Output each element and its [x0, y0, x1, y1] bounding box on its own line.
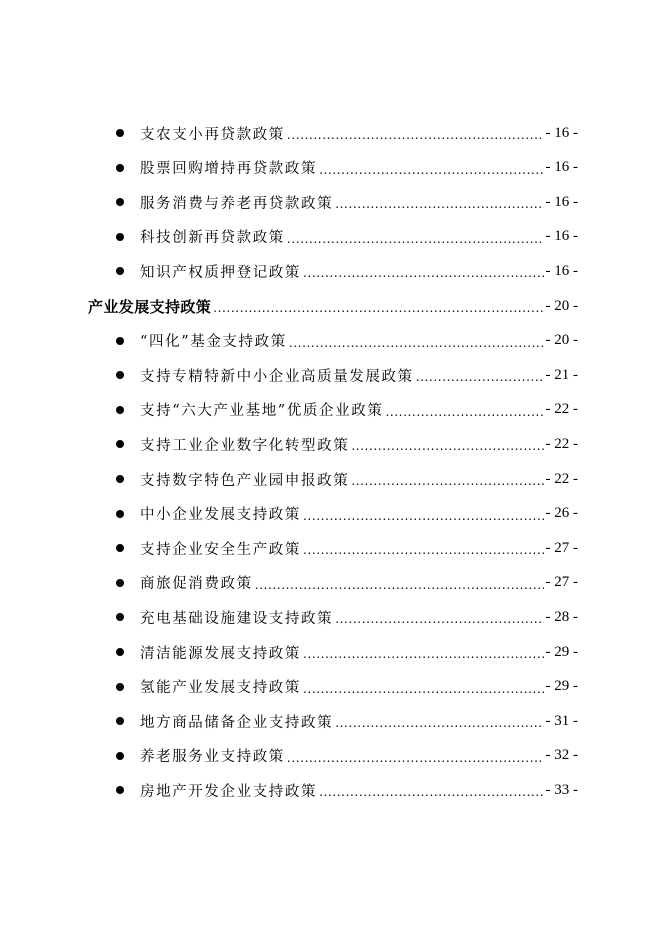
toc-entry-title: 充电基础设施建设支持政策 — [140, 610, 334, 627]
toc-page-number: - 31 - — [545, 712, 578, 729]
toc-entry[interactable] — [116, 220, 578, 254]
bullet-icon — [116, 198, 124, 206]
dot-leader — [351, 439, 543, 453]
dot-leader — [385, 405, 543, 419]
bullet-icon — [116, 129, 124, 137]
toc-entry-title: 中小企业发展支持政策 — [140, 507, 301, 524]
dot-leader — [213, 301, 543, 315]
toc-entry[interactable] — [116, 393, 578, 427]
toc-entry-title: 支持“六大产业基地”优质企业政策 — [140, 403, 384, 420]
dot-leader — [319, 785, 543, 799]
toc-entry[interactable] — [116, 151, 578, 185]
toc-entry[interactable] — [116, 462, 578, 496]
toc-entry-title: 清洁能源发展支持政策 — [140, 645, 301, 662]
dot-leader — [335, 612, 543, 626]
toc-entry[interactable] — [116, 254, 578, 288]
toc-entry-title: 商旅促消费政策 — [140, 576, 253, 593]
toc-page-number: - 22 - — [545, 435, 578, 452]
toc-entry-title: 氢能产业发展支持政策 — [140, 680, 301, 697]
dot-leader — [287, 128, 544, 142]
dot-leader — [287, 751, 544, 765]
toc-page-number: - 26 - — [545, 505, 578, 522]
bullet-icon — [116, 371, 124, 379]
dot-leader — [289, 336, 544, 350]
toc-entry[interactable] — [116, 324, 578, 358]
bullet-icon — [116, 717, 124, 725]
dot-leader — [351, 474, 543, 488]
toc-entry-title: 养老服务业支持政策 — [140, 749, 285, 766]
bullet-icon — [116, 613, 124, 621]
toc-section-entry[interactable] — [88, 289, 578, 323]
toc-page-number: - 20 - — [545, 332, 578, 349]
toc-page-number: - 20 - — [545, 297, 578, 314]
toc-entry[interactable] — [116, 427, 578, 461]
toc-entry-title: 股票回购增持再贷款政策 — [140, 161, 318, 178]
bullet-icon — [116, 683, 124, 691]
toc-entry[interactable] — [116, 773, 578, 807]
toc-entry-title: 支持专精特新中小企业高质量发展政策 — [140, 368, 414, 385]
toc-entry[interactable] — [116, 185, 578, 219]
toc-entry-title: 支持工业企业数字化转型政策 — [140, 437, 350, 454]
toc-page-number: - 16 - — [545, 124, 578, 141]
dot-leader — [335, 197, 543, 211]
bullet-icon — [116, 510, 124, 518]
toc-entry[interactable] — [116, 600, 578, 634]
dot-leader — [319, 163, 543, 177]
toc-entry-title: 房地产开发企业支持政策 — [140, 783, 318, 800]
toc-entry-title: 支持数字特色产业园申报政策 — [140, 472, 350, 489]
toc-page-number: - 22 - — [545, 470, 578, 487]
toc-page-number: - 16 - — [545, 228, 578, 245]
bullet-icon — [116, 164, 124, 172]
bullet-icon — [116, 544, 124, 552]
dot-leader — [303, 543, 544, 557]
bullet-icon — [116, 406, 124, 414]
bullet-icon — [116, 752, 124, 760]
toc-entry-title: “四化”基金支持政策 — [140, 334, 287, 351]
toc-entry[interactable] — [116, 635, 578, 669]
toc-entry-title: 支农支小再贷款政策 — [140, 126, 285, 143]
toc-page-number: - 29 - — [545, 643, 578, 660]
toc-page-number: - 21 - — [545, 366, 578, 383]
toc-entry[interactable] — [116, 497, 578, 531]
toc-page-number: - 33 - — [545, 781, 578, 798]
dot-leader — [416, 370, 544, 384]
toc-entry-title: 支持企业安全生产政策 — [140, 541, 301, 558]
dot-leader — [255, 578, 544, 592]
bullet-icon — [116, 648, 124, 656]
toc-page-number: - 28 - — [545, 608, 578, 625]
toc-page-number: - 22 - — [545, 401, 578, 418]
bullet-icon — [116, 475, 124, 483]
bullet-icon — [116, 440, 124, 448]
dot-leader — [303, 682, 544, 696]
bullet-icon — [116, 267, 124, 275]
toc-page-number: - 16 - — [545, 159, 578, 176]
toc-page-number: - 27 - — [545, 574, 578, 591]
toc-entry-title: 产业发展支持政策 — [88, 297, 212, 316]
toc-page-number: - 29 - — [545, 678, 578, 695]
bullet-icon — [116, 233, 124, 241]
toc-entry[interactable] — [116, 358, 578, 392]
dot-leader — [287, 232, 544, 246]
toc-entry-title: 服务消费与养老再贷款政策 — [140, 195, 334, 212]
dot-leader — [303, 266, 544, 280]
toc-entry[interactable] — [116, 531, 578, 565]
toc-entry[interactable] — [116, 739, 578, 773]
bullet-icon — [116, 337, 124, 345]
toc-entry-title: 科技创新再贷款政策 — [140, 230, 285, 247]
toc-entry[interactable] — [116, 116, 578, 150]
toc-entry-title: 知识产权质押登记政策 — [140, 264, 301, 281]
toc-entry[interactable] — [116, 670, 578, 704]
toc-entry-title: 地方商品储备企业支持政策 — [140, 714, 334, 731]
dot-leader — [303, 647, 544, 661]
toc-page-number: - 27 - — [545, 539, 578, 556]
toc-entry[interactable] — [116, 704, 578, 738]
toc-page-number: - 32 - — [545, 747, 578, 764]
toc-page-number: - 16 - — [545, 193, 578, 210]
toc-entry[interactable] — [116, 566, 578, 600]
bullet-icon — [116, 786, 124, 794]
dot-leader — [335, 716, 543, 730]
dot-leader — [303, 509, 544, 523]
bullet-icon — [116, 579, 124, 587]
toc-page-number: - 16 - — [545, 262, 578, 279]
